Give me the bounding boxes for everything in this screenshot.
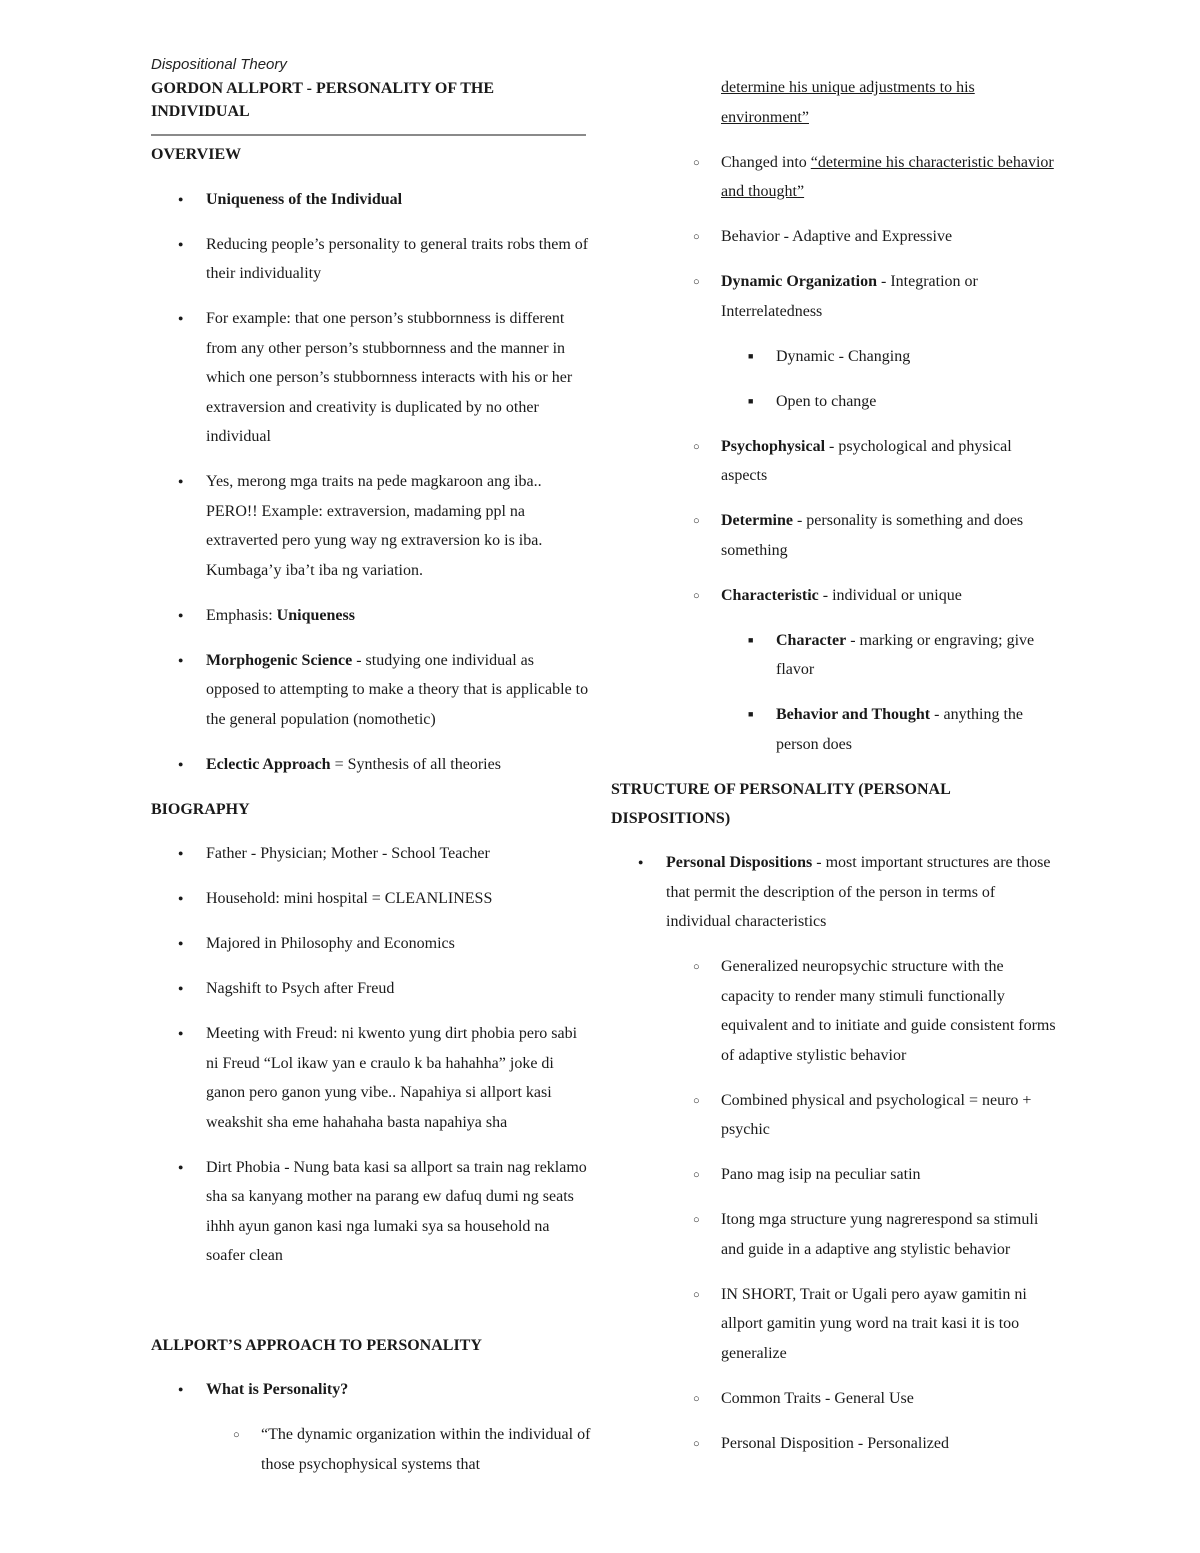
hollow-bullet-icon bbox=[693, 222, 700, 253]
list-item: ● Yes, merong mga traits na pede magkaroon ang iba.. PERO!! Example: extraversion, madaming ppl na extraverted pero yung way ng extraversion ko is iba. Kumbaga’y iba’t iba ng variation. bbox=[151, 467, 591, 585]
square-bullet-icon bbox=[748, 387, 753, 417]
list-item: ● Meeting with Freud: ni kwento yung dirt phobia pero sabi ni Freud “Lol ikaw yan e craulo k ba hahahha” joke di ganon pero ganon yung vibe.. Napahiya si allport kasi weakshit sha eme hahahaha basta napahiya sha bbox=[151, 1019, 591, 1137]
bullet-icon bbox=[178, 304, 183, 334]
bullet-icon bbox=[638, 848, 643, 878]
hollow-bullet-icon bbox=[693, 1160, 700, 1191]
section-heading-approach: ALLPORT’S APPROACH TO PERSONALITY bbox=[151, 1336, 482, 1354]
list-item: ○ Changed into “determine his characteristic behavior and thought” bbox=[611, 148, 1056, 207]
list-item: ● Household: mini hospital = CLEANLINESS bbox=[151, 884, 591, 914]
list-item: ○ Behavior - Adaptive and Expressive bbox=[611, 222, 1056, 252]
section-heading-structure: STRUCTURE OF PERSONALITY (PERSONAL DISPOSITIONS) bbox=[611, 780, 950, 827]
bullet-icon bbox=[178, 467, 183, 497]
bullet-icon bbox=[178, 839, 183, 869]
hollow-bullet-icon bbox=[233, 1420, 240, 1451]
square-bullet-icon bbox=[748, 700, 753, 730]
title-divider bbox=[151, 134, 586, 136]
bullet-icon bbox=[178, 230, 183, 260]
hollow-bullet-icon bbox=[693, 1086, 700, 1117]
list-item: ■ Open to change bbox=[611, 387, 1056, 417]
hollow-bullet-icon bbox=[693, 432, 700, 463]
list-item: ● Majored in Philosophy and Economics bbox=[151, 929, 591, 959]
list-item: ● Personal Dispositions - most important structures are those that permit the description of the person in terms of individual characteristics bbox=[611, 848, 1056, 937]
list-item: ○ Dynamic Organization - Integration or Interrelatedness bbox=[611, 267, 1056, 326]
hollow-bullet-icon bbox=[693, 148, 700, 179]
list-item: ○ Psychophysical - psychological and physical aspects bbox=[611, 432, 1056, 491]
list-item: ○ Determine - personality is something and does something bbox=[611, 506, 1056, 565]
left-flow bbox=[151, 140, 591, 1479]
bullet-icon bbox=[178, 185, 183, 215]
list-item: ● Morphogenic Science - studying one individual as opposed to attempting to make a theory that is applicable to the general population (nomothetic) bbox=[151, 646, 591, 735]
list-item: ○ Combined physical and psychological = neuro + psychic bbox=[611, 1086, 1056, 1145]
list-item: ○ Personal Disposition - Personalized bbox=[611, 1429, 1056, 1459]
section-heading-overview: OVERVIEW bbox=[151, 146, 242, 163]
list-item: ○ IN SHORT, Trait or Ugali pero ayaw gamitin ni allport gamitin yung word na trait kasi it is too generalize bbox=[611, 1280, 1056, 1369]
bullet-icon bbox=[178, 974, 183, 1004]
document-title: GORDON ALLPORT - PERSONALITY OF THE INDIVIDUAL bbox=[151, 80, 495, 120]
square-bullet-icon bbox=[748, 626, 753, 656]
bullet-icon bbox=[178, 1019, 183, 1049]
hollow-bullet-icon bbox=[693, 1384, 700, 1415]
list-item: ○ Pano mag isip na peculiar satin bbox=[611, 1160, 1056, 1190]
hollow-bullet-icon bbox=[693, 1280, 700, 1311]
list-item: ○ Common Traits - General Use bbox=[611, 1384, 1056, 1414]
bullet-icon bbox=[178, 884, 183, 914]
square-bullet-icon bbox=[748, 342, 753, 372]
list-item: ■ Dynamic - Changing bbox=[611, 342, 1056, 372]
list-item-continued: determine his unique adjustments to his environment” bbox=[721, 79, 975, 126]
bullet-icon bbox=[178, 601, 183, 631]
right-flow bbox=[611, 73, 1056, 1458]
bullet-icon bbox=[178, 929, 183, 959]
bullet-icon bbox=[178, 1375, 183, 1405]
list-item: ● Reducing people’s personality to general traits robs them of their individuality bbox=[151, 230, 591, 289]
bullet-icon bbox=[178, 750, 183, 780]
section-heading-biography: BIOGRAPHY bbox=[151, 800, 250, 818]
hollow-bullet-icon bbox=[693, 1205, 700, 1236]
list-item: ● Dirt Phobia - Nung bata kasi sa allport sa train nag reklamo sha sa kanyang mother na parang ew dafuq dumi ng seats ihhh ayun ganon kasi nga lumaki sya sa household na soafer clean bbox=[151, 1153, 591, 1271]
list-item: ● Eclectic Approach = Synthesis of all theories bbox=[151, 750, 591, 780]
list-item: ■ Behavior and Thought - anything the person does bbox=[611, 700, 1056, 759]
list-item: ● Nagshift to Psych after Freud bbox=[151, 974, 591, 1004]
list-item: ■ Character - marking or engraving; give flavor bbox=[611, 626, 1056, 685]
hollow-bullet-icon bbox=[693, 1429, 700, 1460]
list-item: ● What is Personality? bbox=[151, 1375, 591, 1405]
list-item: ● Uniqueness of the Individual bbox=[151, 185, 591, 215]
document-subtitle: Dispositional Theory bbox=[151, 56, 287, 73]
bullet-icon bbox=[178, 646, 183, 676]
hollow-bullet-icon bbox=[693, 581, 700, 612]
list-item: ○ Itong mga structure yung nagrerespond sa stimuli and guide in a adaptive ang stylistic behavior bbox=[611, 1205, 1056, 1264]
list-item: ● Father - Physician; Mother - School Teacher bbox=[151, 839, 591, 869]
list-item: ○ Generalized neuropsychic structure with the capacity to render many stimuli functionally equivalent and to initiate and guide consistent forms of adaptive stylistic behavior bbox=[611, 952, 1056, 1070]
list-item: ● Emphasis: Uniqueness bbox=[151, 601, 591, 631]
list-item: ○ “The dynamic organization within the individual of those psychophysical systems that bbox=[151, 1420, 591, 1479]
hollow-bullet-icon bbox=[693, 952, 700, 983]
list-item: ○ Characteristic - individual or unique bbox=[611, 581, 1056, 611]
list-item: ● For example: that one person’s stubbornness is different from any other person’s stubbornness and the manner in which one person’s stubbornness interacts with his or her extraversion and creativity is duplicated by no other individual bbox=[151, 304, 591, 452]
hollow-bullet-icon bbox=[693, 267, 700, 298]
hollow-bullet-icon bbox=[693, 506, 700, 537]
bullet-icon bbox=[178, 1153, 183, 1183]
